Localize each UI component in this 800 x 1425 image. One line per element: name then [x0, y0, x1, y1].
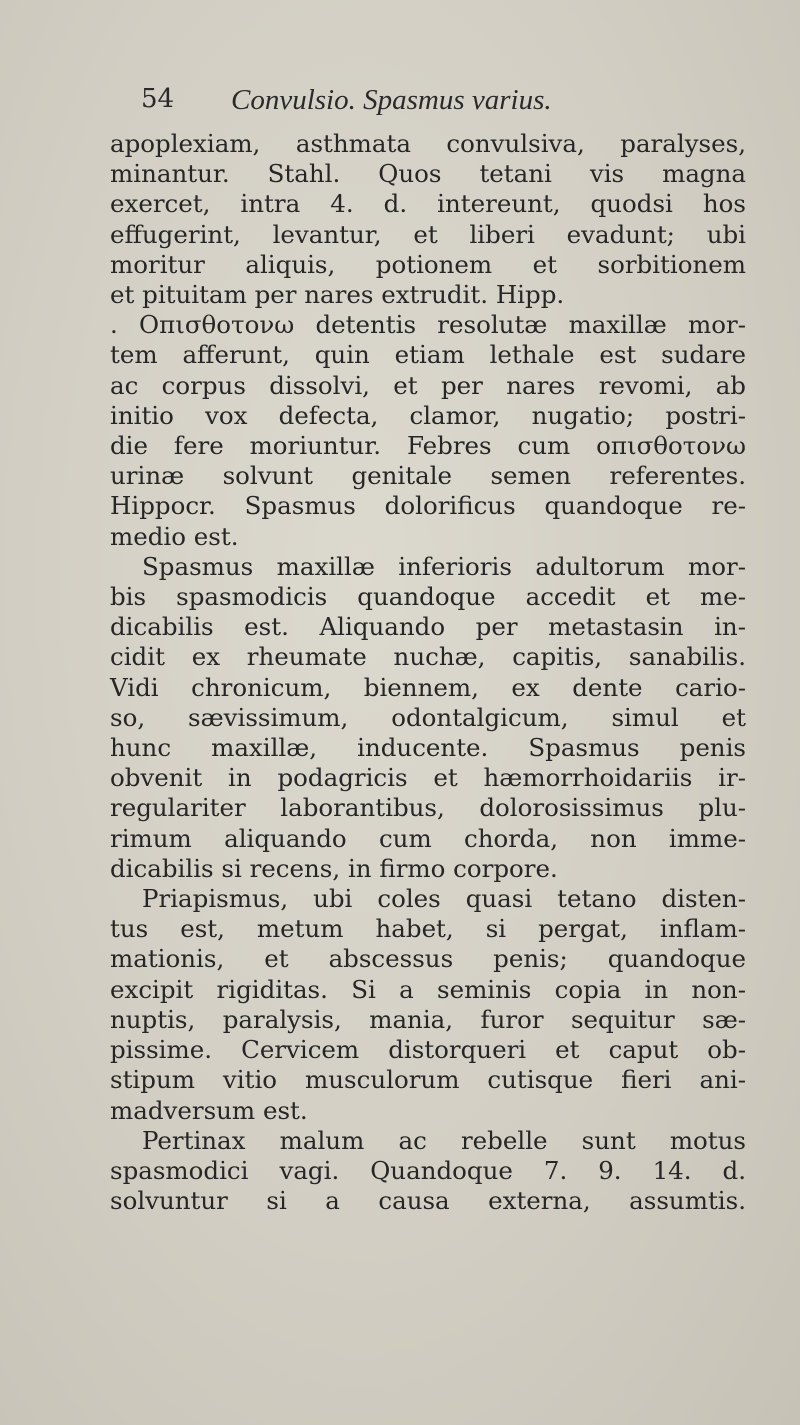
text-line: cidit ex rheumate nuchæ, capitis, sanabilis.	[110, 642, 746, 672]
text-line: Pertinax malum ac rebelle sunt motus	[142, 1125, 746, 1155]
text-line: so, sævissimum, odontalgicum, simul et	[110, 702, 746, 732]
text-line: solvuntur si a causa externa, assumtis.	[110, 1186, 746, 1216]
text-line: hunc maxillæ, inducente. Spasmus penis	[110, 733, 746, 763]
text-line: Priapismus, ubi coles quasi tetano disten-	[142, 884, 746, 914]
text-line: bis spasmodicis quandoque accedit et me-	[110, 582, 746, 612]
text-line: stipum vitio musculorum cutisque fieri ani-	[110, 1065, 746, 1095]
text-line: excipit rigiditas. Si a seminis copia in non-	[110, 974, 746, 1004]
text-line: ac corpus dissolvi, et per nares revomi, ab	[110, 370, 746, 400]
page-number: 54	[141, 84, 175, 114]
text-line: Vidi chronicum, biennem, ex dente cario-	[110, 672, 746, 702]
text-line: obvenit in podagricis et hæmorrhoidariis ir-	[110, 763, 746, 793]
text-line: nuptis, paralysis, mania, furor sequitur sæ-	[110, 1004, 746, 1034]
text-line: medio est.	[110, 521, 239, 551]
text-line: initio vox defecta, clamor, nugatio; postri-	[110, 400, 746, 430]
text-line: moritur aliquis, potionem et sorbitionem	[110, 249, 746, 279]
text-line: Spasmus maxillæ inferioris adultorum mor-	[142, 551, 746, 581]
text-line: . Οπισθοτονω detentis resolutæ maxillæ mor-	[110, 310, 746, 340]
text-line: Hippocr. Spasmus dolorificus quandoque re-	[110, 491, 746, 521]
running-title: Convulsio. Spasmus varius.	[231, 84, 552, 116]
text-line: tus est, metum habet, si pergat, inflam-	[110, 914, 746, 944]
text-line: regulariter laborantibus, dolorosissimus plu-	[110, 793, 746, 823]
text-line: urinæ solvunt genitale semen referentes.	[110, 461, 746, 491]
text-line: dicabilis est. Aliquando per metastasin in-	[110, 612, 746, 642]
text-line: spasmodici vagi. Quandoque 7. 9. 14. d.	[110, 1155, 746, 1185]
text-line: mationis, et abscessus penis; quandoque	[110, 944, 746, 974]
text-line: apoplexiam, asthmata convulsiva, paralyses,	[110, 129, 746, 158]
running-head	[141, 84, 661, 124]
text-line: die fere moriuntur. Febres cum οπισθοτονω	[110, 431, 746, 461]
text-line: exercet, intra 4. d. intereunt, quodsi hos	[110, 189, 746, 219]
text-line: madversum est.	[110, 1095, 308, 1125]
text-line: effugerint, levantur, et liberi evadunt; ubi	[110, 219, 746, 249]
text-line: rimum aliquando cum chorda, non imme-	[110, 823, 746, 853]
body-text	[110, 129, 746, 1216]
text-line: pissime. Cervicem distorqueri et caput ob-	[110, 1035, 746, 1065]
text-line: et pituitam per nares extrudit. Hipp.	[110, 280, 565, 310]
text-line: dicabilis si recens, in firmo corpore.	[110, 853, 558, 883]
text-line: tem afferunt, quin etiam lethale est sudare	[110, 340, 746, 370]
text-line: minantur. Stahl. Quos tetani vis magna	[110, 159, 746, 189]
